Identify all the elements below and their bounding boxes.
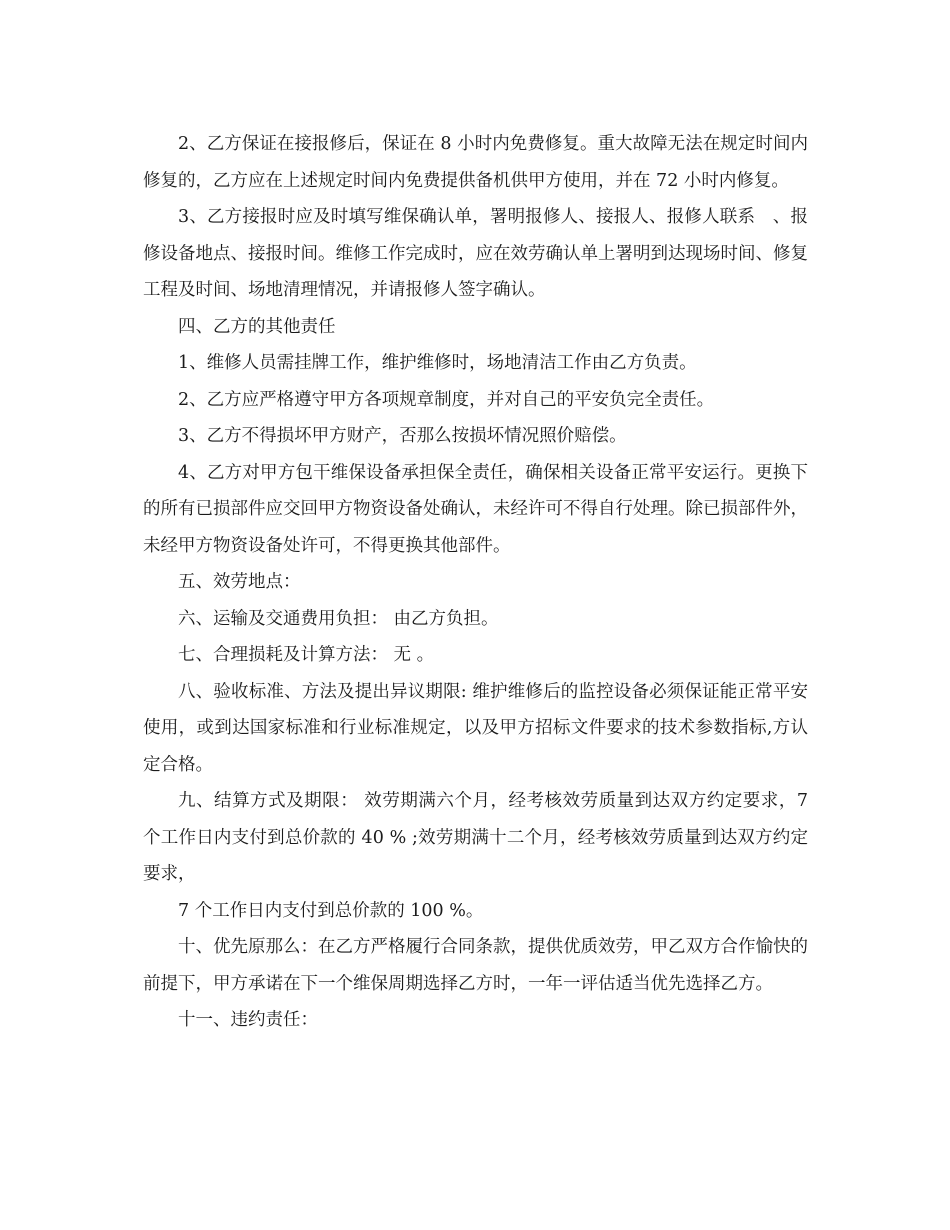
section-9-settlement-terms: 九、结算方式及期限： 效劳期满六个月，经考核效劳质量到达双方约定要求，7 个工作日内支付到总价款的 40 % ;效劳期满十二个月，经考核效劳质量到达双方约定要求， bbox=[143, 791, 808, 884]
section-11-liability-heading: 十一、违约责任： bbox=[178, 1010, 318, 1030]
clause-4-1-badge-cleaning: 1、维修人员需挂牌工作，维护维修时，场地清洁工作由乙方负责。 bbox=[178, 353, 697, 373]
clause-4-3-property-damage: 3、乙方不得损坏甲方财产，否那么按损坏情况照价赔偿。 bbox=[178, 426, 627, 446]
section-8-acceptance-standards: 八、验收标准、方法及提出异议期限: 维护维修后的监控设备必须保证能正常平安使用，或到达国家标准和行业标准规定，以及甲方招标文件要求的技术参数指标,方认定合格。 bbox=[143, 681, 808, 775]
contract-body bbox=[143, 126, 808, 1039]
clause-2-repair-time: 2、乙方保证在接报修后，保证在 8 小时内免费修复。重大故障无法在规定时间内修复的，乙方应在上述规定时间内免费提供备机供甲方使用，并在 72 小时内修复。 bbox=[143, 134, 808, 191]
section-4-heading: 四、乙方的其他责任 bbox=[178, 316, 336, 337]
clause-4-4-equipment-custody: 4、乙方对甲方包干维保设备承担保全责任，确保相关设备正常平安运行。更换下的所有已损部件应交回甲方物资设备处确认，未经许可不得自行处理。除已损部件外，未经甲方物资设备处许可，不得更换其他部件。 bbox=[143, 462, 808, 556]
section-9-final-payment: 7 个工作日内支付到总价款的 100 %。 bbox=[178, 900, 484, 921]
section-5-service-location: 五、效劳地点： bbox=[178, 572, 301, 592]
clause-3-repair-confirmation: 3、乙方接报时应及时填写维保确认单，署明报修人、接报人、报修人联系 、报修设备地点、接报时间。维修工作完成时，应在效劳确认单上署明到达现场时间、修复工程及时间、场地清理情况，并请报修人签字确认。 bbox=[143, 207, 808, 300]
section-10-priority-principle: 十、优先原那么：在乙方严格履行合同条款，提供优质效劳，甲乙双方合作愉快的前提下，甲方承诺在下一个维保周期选择乙方时，一年一评估适当优先选择乙方。 bbox=[143, 937, 808, 994]
clause-4-2-rules: 2、乙方应严格遵守甲方各项规章制度，并对自己的平安负完全责任。 bbox=[178, 389, 715, 410]
section-6-transport-costs: 六、运输及交通费用负担： 由乙方负担。 bbox=[178, 608, 499, 629]
section-7-loss-calculation: 七、合理损耗及计算方法： 无 。 bbox=[178, 645, 435, 665]
